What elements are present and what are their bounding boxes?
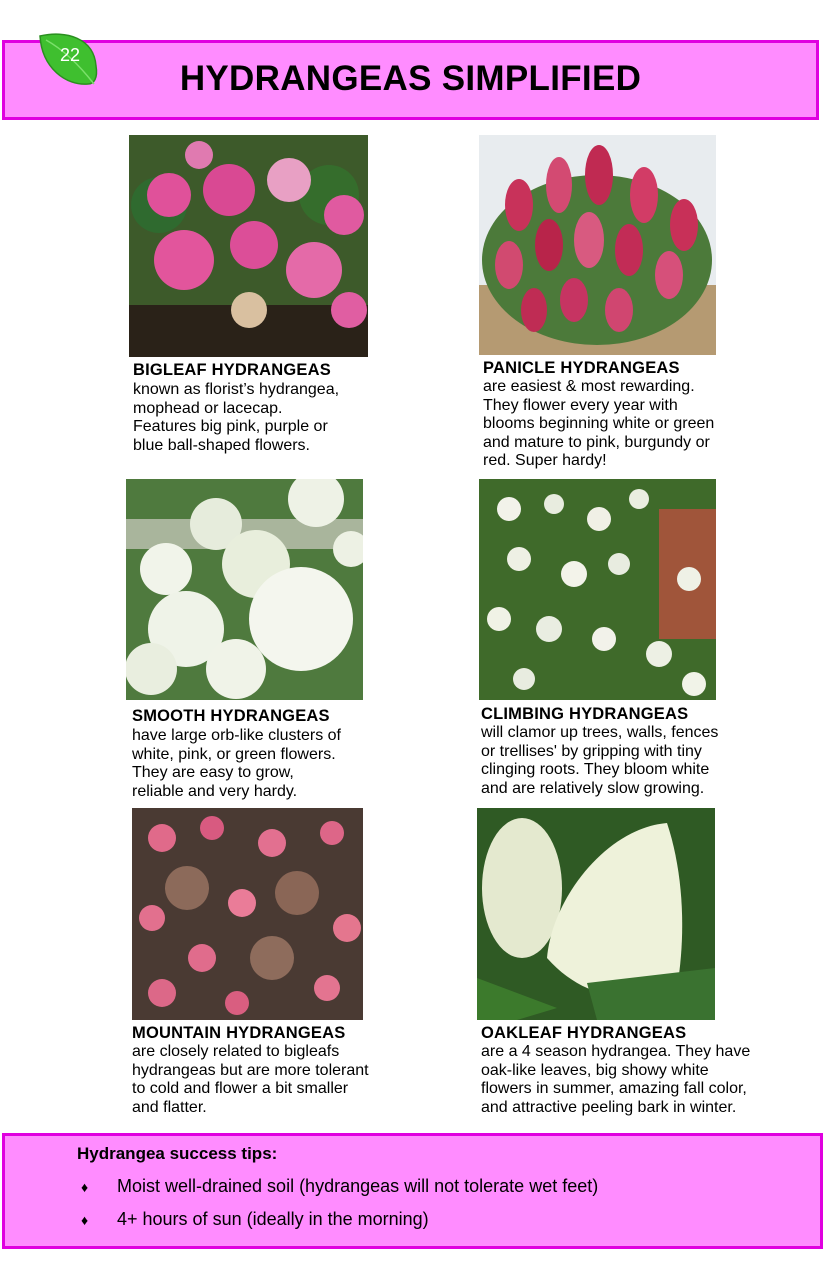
card-desc-oakleaf: are a 4 season hydrangea. They have oak-like leaves, big showy white flowers in summer, amazing fall color, and attractive peeling bark in winter.: [481, 1043, 751, 1116]
card-title-smooth: SMOOTH HYDRANGEAS: [132, 707, 330, 725]
card-desc-panicle: are easiest & most rewarding. They flower every year with blooms beginning white or green and mature to pink, burgundy or red. Super hardy!: [483, 378, 715, 469]
card-title-mountain: MOUNTAIN HYDRANGEAS: [132, 1024, 346, 1042]
diamond-bullet-icon: ♦: [81, 1179, 89, 1195]
tip-text: Moist well-drained soil (hydrangeas will not tolerate wet feet): [117, 1176, 599, 1196]
mountain-hydrangea-photo: [132, 808, 363, 1020]
bigleaf-hydrangea-photo: [129, 135, 368, 357]
card-desc-smooth: have large orb-like clusters of white, pink, or green flowers. They are easy to grow, reliable and very hardy.: [132, 727, 341, 800]
climbing-hydrangea-photo: [479, 479, 716, 700]
card-title-bigleaf: BIGLEAF HYDRANGEAS: [133, 361, 331, 379]
smooth-hydrangea-photo: [126, 479, 363, 700]
success-tips-box: [2, 1133, 823, 1249]
panicle-hydrangea-photo: [479, 135, 716, 355]
card-desc-bigleaf: known as florist’s hydrangea, mophead or lacecap. Features big pink, purple or blue ball-shaped flowers.: [133, 381, 340, 454]
tip-item: [81, 1176, 598, 1197]
diamond-bullet-icon: ♦: [81, 1212, 89, 1228]
oakleaf-hydrangea-photo: [477, 808, 715, 1020]
card-desc-climbing: will clamor up trees, walls, fences or trellises' by gripping with tiny clinging roots. They bloom white and are relatively slow growing.: [481, 724, 719, 797]
tip-item: [81, 1209, 429, 1230]
tips-title: Hydrangea success tips:: [77, 1144, 278, 1163]
card-desc-mountain: are closely related to bigleafs hydrangeas but are more tolerant to cold and flower a bit smaller and flatter.: [132, 1043, 369, 1116]
card-title-climbing: CLIMBING HYDRANGEAS: [481, 705, 689, 723]
page-title: HYDRANGEAS SIMPLIFIED: [179, 59, 642, 98]
header-banner: [2, 40, 819, 120]
page-number: 22: [59, 45, 81, 65]
leaf-icon: [36, 28, 104, 88]
tip-text: 4+ hours of sun (ideally in the morning): [117, 1209, 429, 1229]
card-title-panicle: PANICLE HYDRANGEAS: [483, 359, 680, 377]
card-title-oakleaf: OAKLEAF HYDRANGEAS: [481, 1024, 687, 1042]
